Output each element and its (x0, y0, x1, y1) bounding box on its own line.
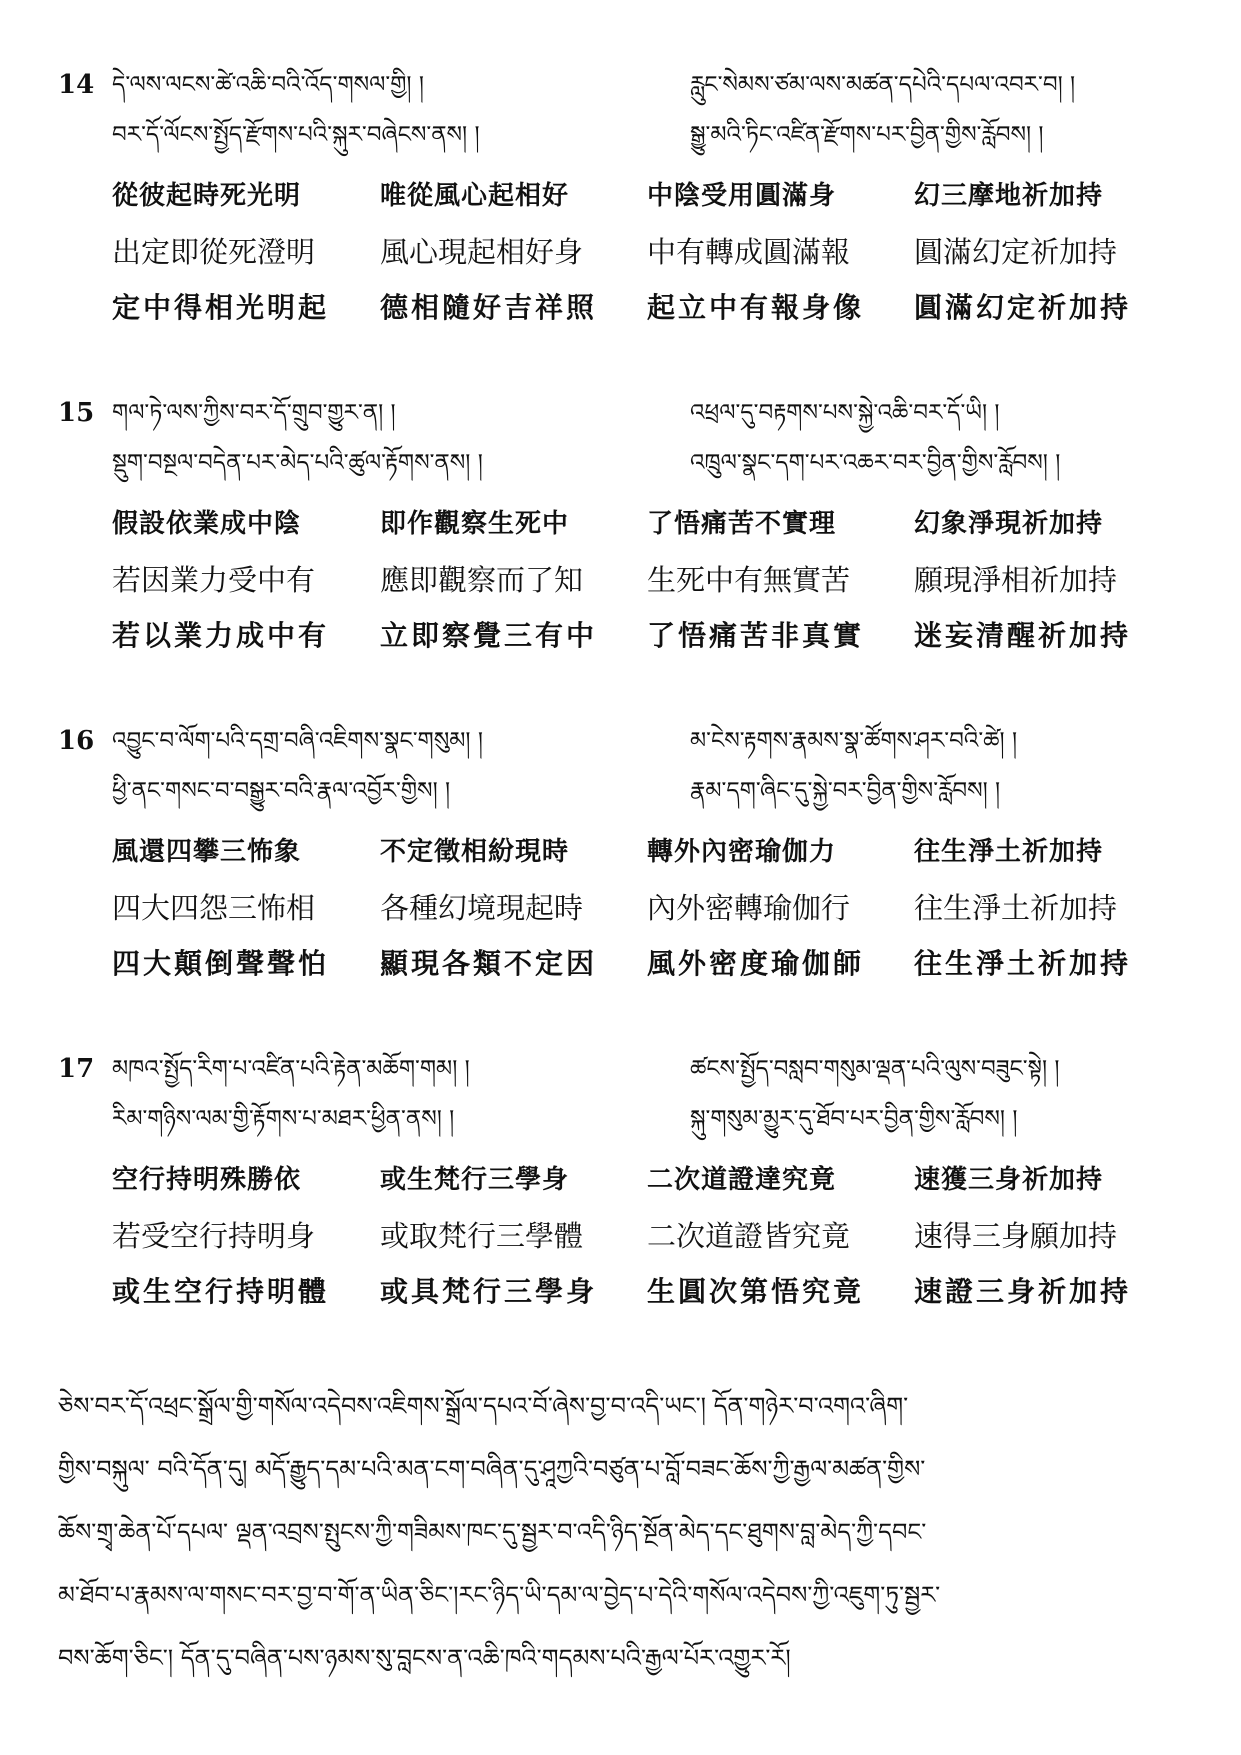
phrase: 往生淨土祈加持 (914, 837, 1104, 867)
phrase: 即作觀察生死中 (380, 509, 570, 539)
tibetan-line-left-2: བར་དོ་ལོངས་སྤྱོད་རྫོགས་པའི་སྐུར་བཞེངས་ནས། ། (112, 122, 480, 148)
phrase: 四大四怨三怖相 (112, 891, 316, 925)
chinese-translation-b (112, 1214, 1142, 1258)
tibetan-line-right-2: སྒྱུ་མའི་ཏིང་འཛིན་རྫོགས་པར་བྱིན་གྱིས་རློབས། ། (690, 122, 1044, 148)
phrase: 往生淨土祈加持 (914, 947, 1132, 980)
phrase: 空行持明殊勝依 (112, 1165, 302, 1195)
phrase: 從彼起時死光明 (112, 181, 302, 211)
tibetan-line-right-2: འཁྲུལ་སྣང་དག་པར་འཆར་བར་བྱིན་གྱིས་རློབས། ། (690, 450, 1061, 476)
chinese-translation-a (112, 175, 1142, 219)
phrase: 或生梵行三學身 (380, 1165, 570, 1195)
phrase: 二次道證達究竟 (647, 1165, 837, 1195)
phrase: 中陰受用圓滿身 (647, 181, 837, 211)
phrase: 二次道證皆究竟 (647, 1219, 851, 1253)
chinese-translation-c (112, 614, 1142, 658)
tibetan-line-right-2: སྐུ་གསུམ་མྱུར་དུ་ཐོབ་པར་བྱིན་གྱིས་རློབས། ། (690, 1106, 1018, 1132)
colophon (58, 1380, 1183, 1695)
chinese-translation-a (112, 1159, 1142, 1203)
phrase: 立即察覺三有中 (380, 619, 598, 652)
phrase: 生死中有無實苦 (647, 563, 851, 597)
tibetan-line-right-1: འཕྲལ་དུ་བརྟགས་པས་སྐྱེ་འཆི་བར་དོ་ཡི། ། (690, 400, 1000, 426)
chinese-translation-c (112, 1270, 1142, 1314)
phrase: 轉外內密瑜伽力 (647, 837, 837, 867)
phrase: 起立中有報身像 (647, 291, 865, 324)
phrase: 速獲三身祈加持 (914, 1165, 1104, 1195)
phrase: 了悟痛苦不實理 (647, 509, 837, 539)
verse-16 (0, 718, 1241, 1018)
verse-15 (0, 390, 1241, 690)
phrase: 速證三身祈加持 (914, 1275, 1132, 1308)
tibetan-line-left-1: དེ་ལས་ལངས་ཚེ་འཆི་བའི་འོད་གསལ་གྱི། ། (112, 72, 424, 98)
phrase: 圓滿幻定祈加持 (914, 291, 1132, 324)
chinese-translation-b (112, 230, 1142, 274)
tibetan-line-left-1: མཁའ་སྤྱོད་རིག་པ་འཛིན་པའི་རྟེན་མཆོག་གམ། ། (112, 1056, 470, 1082)
phrase: 或具梵行三學身 (380, 1275, 598, 1308)
colophon-line: ཅེས་བར་དོ་འཕྲང་སྒྲོལ་གྱི་གསོལ་འདེབས་འཇིགས་སྒྲོལ་དཔའ་བོ་ཞེས་བྱ་བ་འདི་ཡང་། དོན་གཉེར་བ་འགའ་ཞིག་ (58, 1392, 909, 1420)
phrase: 德相隨好吉祥照 (380, 291, 598, 324)
colophon-line: མ་ཐོབ་པ་རྣམས་ལ་གསང་བར་བྱ་བ་གོ་ན་ཡིན་ཅིང་།རང་ཉིད་ཡི་དམ་ལ་བྱེད་པ་དེའི་གསོལ་འདེབས་ཀྱི་འཇུག་ཏུ་སྦྱར་ (58, 1581, 941, 1609)
phrase: 唯從風心起相好 (380, 181, 570, 211)
phrase: 顯現各類不定因 (380, 947, 598, 980)
phrase: 願現淨相祈加持 (914, 563, 1118, 597)
verse-17 (0, 1046, 1241, 1346)
phrase: 四大顛倒聲聲怕 (112, 947, 330, 980)
phrase: 內外密轉瑜伽行 (647, 891, 851, 925)
phrase: 或生空行持明體 (112, 1275, 330, 1308)
chinese-translation-b (112, 886, 1142, 930)
phrase: 各種幻境現起時 (380, 891, 584, 925)
phrase: 幻三摩地祈加持 (914, 181, 1104, 211)
tibetan-line-left-2: རིམ་གཉིས་ལམ་གྱི་རྟོགས་པ་མཐར་ཕྱིན་ནས། ། (112, 1106, 455, 1132)
tibetan-line-left-1: འབྱུང་བ་ལོག་པའི་དགྲ་བཞི་འཇིགས་སྣང་གསུམ། ། (112, 728, 483, 754)
chinese-translation-b (112, 558, 1142, 602)
phrase: 應即觀察而了知 (380, 563, 584, 597)
phrase: 風外密度瑜伽師 (647, 947, 865, 980)
phrase: 出定即從死澄明 (112, 235, 316, 269)
tibetan-line-right-1: མ་ངེས་རྟགས་རྣམས་སྣ་ཚོགས་ཤར་བའི་ཚེ། ། (690, 728, 1018, 754)
phrase: 若以業力成中有 (112, 619, 330, 652)
phrase: 生圓次第悟究竟 (647, 1275, 865, 1308)
phrase: 假設依業成中陰 (112, 509, 302, 539)
tibetan-line-left-1: གལ་ཏེ་ལས་ཀྱིས་བར་དོ་གྲུབ་གྱུར་ན། ། (112, 400, 396, 426)
verse-number: 14 (58, 70, 95, 100)
tibetan-line-right-2: རྣམ་དག་ཞིང་དུ་སྐྱེ་བར་བྱིན་གྱིས་རློབས། ། (690, 778, 1001, 804)
phrase: 往生淨土祈加持 (914, 891, 1118, 925)
chinese-translation-c (112, 286, 1142, 330)
tibetan-line-left-2: ཕྱི་ནང་གསང་བ་བསྒྱུར་བའི་རྣལ་འབྱོར་གྱིས། ། (112, 778, 451, 804)
phrase: 圓滿幻定祈加持 (914, 235, 1118, 269)
verse-14 (0, 62, 1241, 362)
colophon-line: གྱིས་བསྐུལ་ བའི་དོན་དུ། མདོ་རྒྱུད་དམ་པའི་མན་ངག་བཞིན་དུ་ཤཱཀྱའི་བཙུན་པ་བློ་བཟང་ཆོས་ཀྱི་རྒྱལ་མཚན་གྱིས་ (58, 1455, 926, 1483)
chinese-translation-a (112, 503, 1142, 547)
phrase: 若因業力受中有 (112, 563, 316, 597)
phrase: 迷妄清醒祈加持 (914, 619, 1132, 652)
phrase: 幻象淨現祈加持 (914, 509, 1104, 539)
phrase: 不定徵相紛現時 (380, 837, 570, 867)
phrase: 定中得相光明起 (112, 291, 330, 324)
verse-number: 17 (58, 1054, 95, 1084)
phrase: 中有轉成圓滿報 (647, 235, 851, 269)
tibetan-line-right-1: རླུང་སེམས་ཙམ་ལས་མཚན་དཔེའི་དཔལ་འབར་བ། ། (690, 72, 1076, 98)
verse-number: 15 (58, 398, 95, 428)
phrase: 速得三身願加持 (914, 1219, 1118, 1253)
phrase: 或取梵行三學體 (380, 1219, 584, 1253)
colophon-line: ཆོས་གྲྭ་ཆེན་པོ་དཔལ་ ལྡན་འབྲས་སྤུངས་ཀྱི་གཟིམས་ཁང་དུ་སྦྱར་བ་འདི་ཉིད་སྔོན་མེད་དང་ཐུགས་བླ་མེད་ཀྱི་དབང་ (58, 1518, 927, 1546)
phrase: 風心現起相好身 (380, 235, 584, 269)
phrase: 若受空行持明身 (112, 1219, 316, 1253)
phrase: 風還四攀三怖象 (112, 837, 302, 867)
verse-number: 16 (58, 726, 95, 756)
tibetan-line-left-2: སྡུག་བསྔལ་བདེན་པར་མེད་པའི་ཚུལ་རྟོགས་ནས། ། (112, 450, 483, 476)
chinese-translation-a (112, 831, 1142, 875)
phrase: 了悟痛苦非真實 (647, 619, 865, 652)
tibetan-line-right-1: ཚངས་སྤྱོད་བསླབ་གསུམ་ལྡན་པའི་ལུས་བཟུང་སྟེ། ། (690, 1056, 1060, 1082)
colophon-line: བས་ཆོག་ཅིང་། དོན་དུ་བཞིན་པས་ཉམས་སུ་བླངས་ན་འཆི་ཁའི་གདམས་པའི་རྒྱལ་པོར་འགྱུར་རོ། (58, 1644, 791, 1672)
chinese-translation-c (112, 942, 1142, 986)
